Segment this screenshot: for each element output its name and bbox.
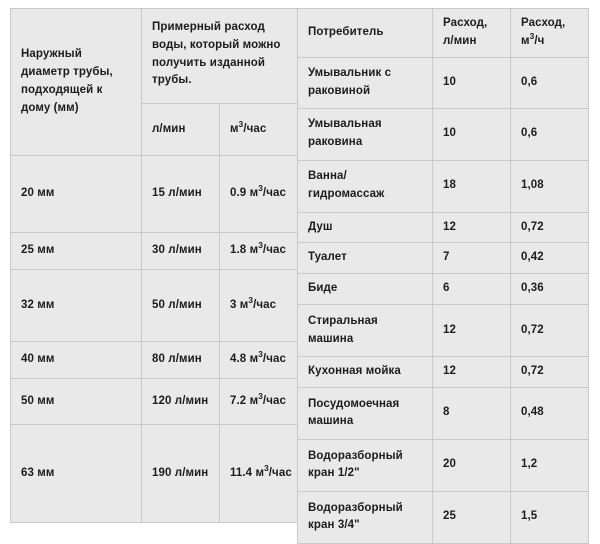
cell-flow-m3h: 1,08	[511, 160, 589, 212]
cell-consumer: Водоразборный кран 1/2"	[298, 439, 433, 491]
table-row	[298, 274, 589, 305]
superscript-3: 3	[258, 241, 263, 251]
cell-flow-m3h: 0,48	[511, 387, 589, 439]
cell-flow-m3h: 1.8 $м^3$/час	[220, 233, 298, 270]
table-row	[11, 425, 298, 523]
cell-flow-m3h: 0,6	[511, 108, 589, 160]
cell-consumer: Умывальная раковина	[298, 108, 433, 160]
consumer-flow-table	[297, 8, 589, 544]
table-row	[11, 379, 298, 425]
cell-consumer: Ванна/ гидромассаж	[298, 160, 433, 212]
cell-flow-lmin: 80 л/мин	[142, 342, 220, 379]
table-row	[298, 387, 589, 439]
header-unit-m3h: $м^3$/час	[220, 104, 298, 156]
cell-consumer: Душ	[298, 212, 433, 243]
cell-flow-lmin: 12	[433, 357, 511, 388]
cell-flow-m3h: 11.4 $м^3$/час	[220, 425, 298, 523]
cell-flow-lmin: 120 л/мин	[142, 379, 220, 425]
cell-flow-m3h: 0,36	[511, 274, 589, 305]
header-consumer: Потребитель	[298, 9, 433, 58]
superscript-3: 3	[529, 31, 535, 41]
superscript-3: 3	[248, 295, 254, 305]
cell-pipe-diameter: 32 мм	[11, 270, 142, 342]
superscript-3: 3	[258, 350, 263, 360]
cell-pipe-diameter: 63 мм	[11, 425, 142, 523]
table-row	[11, 156, 298, 233]
cell-flow-m3h: 0,6	[511, 57, 589, 108]
cell-flow-lmin: 50 л/мин	[142, 270, 220, 342]
cell-flow-lmin: 190 л/мин	[142, 425, 220, 523]
pipe-diameter-table	[10, 8, 298, 523]
cell-flow-m3h: 0,72	[511, 305, 589, 357]
cell-flow-lmin: 12	[433, 212, 511, 243]
cell-flow-lmin: 20	[433, 439, 511, 491]
superscript-3: 3	[264, 463, 269, 473]
header-unit-lmin: л/мин	[142, 104, 220, 156]
table-row	[298, 108, 589, 160]
cell-flow-m3h: 0.9 $м^3$/час	[220, 156, 298, 233]
header-pipe-diameter: Наружный диаметр трубы, подходящей к дому (мм)	[11, 9, 142, 156]
cell-flow-lmin: 10	[433, 57, 511, 108]
header-flow-m3h: Расход, $м^3/ч$	[511, 9, 589, 58]
cell-consumer: Водоразборный кран 3/4"	[298, 491, 433, 543]
cell-consumer: Кухонная мойка	[298, 357, 433, 388]
cell-flow-lmin: 12	[433, 305, 511, 357]
cell-flow-lmin: 18	[433, 160, 511, 212]
cell-pipe-diameter: 20 мм	[11, 156, 142, 233]
cell-pipe-diameter: 50 мм	[11, 379, 142, 425]
table-row	[11, 233, 298, 270]
table-row	[298, 212, 589, 243]
table-row	[298, 491, 589, 543]
table-row	[11, 270, 298, 342]
cell-flow-lmin: 15 л/мин	[142, 156, 220, 233]
header-flow-lmin: Расход, л/мин	[433, 9, 511, 58]
cell-pipe-diameter: 25 мм	[11, 233, 142, 270]
cell-consumer: Умывальник с раковиной	[298, 57, 433, 108]
table-row	[298, 357, 589, 388]
cell-consumer: Посудомоечная машина	[298, 387, 433, 439]
cell-flow-m3h: 3 $м^3$/час	[220, 270, 298, 342]
cell-flow-m3h: 0,72	[511, 357, 589, 388]
cell-flow-m3h: 7.2 $м^3$/час	[220, 379, 298, 425]
cell-flow-m3h: 0,72	[511, 212, 589, 243]
cell-flow-m3h: 1,2	[511, 439, 589, 491]
superscript-3: 3	[258, 184, 263, 194]
header-flow-group: Примерный расход воды, который можно получить изданной трубы.	[142, 9, 298, 104]
cell-flow-m3h: 4.8 $м^3$/час	[220, 342, 298, 379]
cell-flow-lmin: 10	[433, 108, 511, 160]
cell-flow-lmin: 25	[433, 491, 511, 543]
cell-consumer: Биде	[298, 274, 433, 305]
cell-flow-m3h: 1,5	[511, 491, 589, 543]
cell-flow-m3h: 0,42	[511, 243, 589, 274]
cell-pipe-diameter: 40 мм	[11, 342, 142, 379]
table-row	[298, 439, 589, 491]
cell-consumer: Туалет	[298, 243, 433, 274]
cell-flow-lmin: 30 л/мин	[142, 233, 220, 270]
table-row	[298, 57, 589, 108]
cell-flow-lmin: 6	[433, 274, 511, 305]
table-header-row	[298, 9, 589, 58]
table-row	[298, 243, 589, 274]
table-row	[298, 160, 589, 212]
table-header-row	[11, 9, 298, 104]
superscript-3: 3	[238, 119, 244, 129]
table-row	[298, 305, 589, 357]
cell-flow-lmin: 8	[433, 387, 511, 439]
cell-flow-lmin: 7	[433, 243, 511, 274]
cell-consumer: Стиральная машина	[298, 305, 433, 357]
table-row	[11, 342, 298, 379]
superscript-3: 3	[258, 391, 263, 401]
